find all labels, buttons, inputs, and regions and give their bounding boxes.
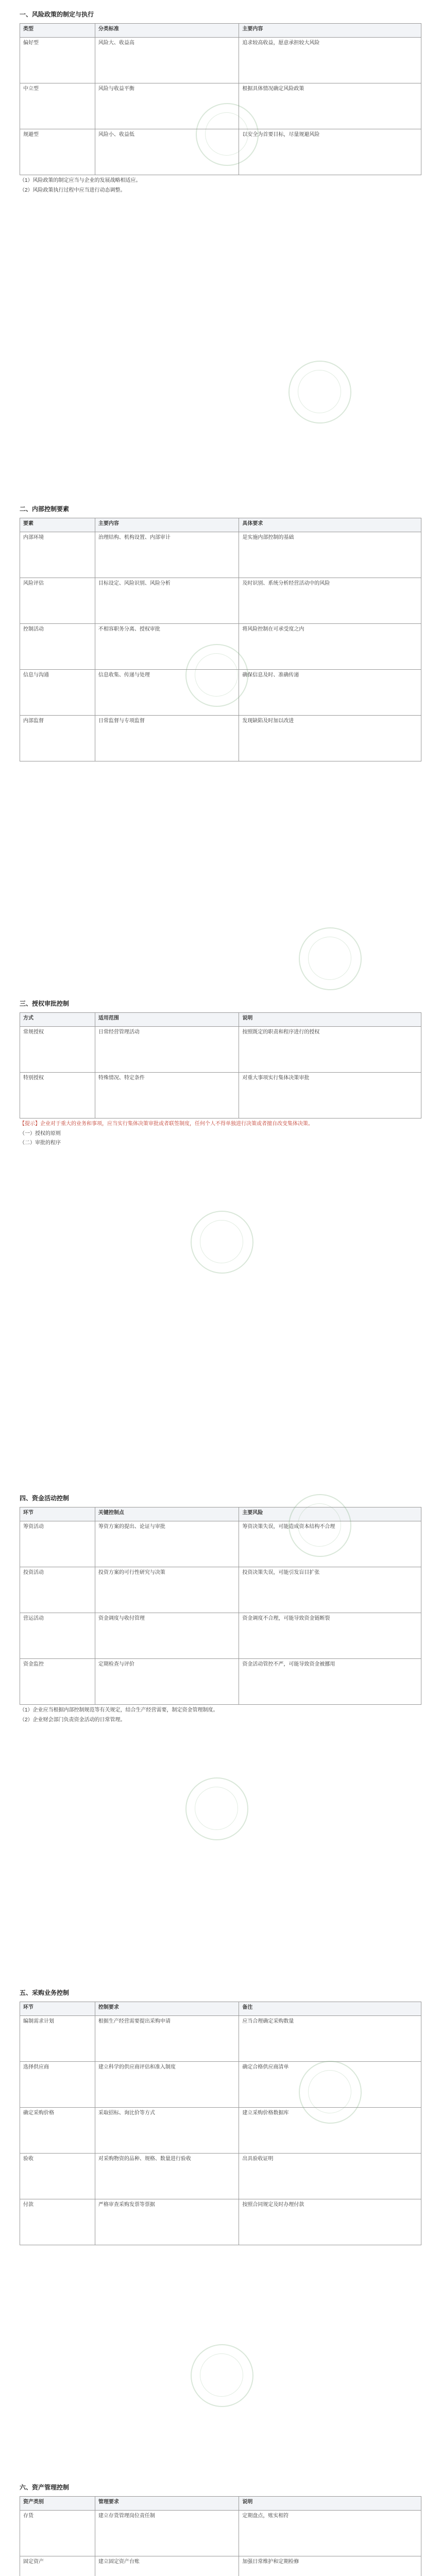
table-header-row: [20, 24, 421, 38]
watermark-seal: [185, 644, 248, 707]
section: [20, 505, 421, 761]
watermark-seal: [196, 103, 259, 166]
note-paragraph: （1）企业应当根据内部控制规范等有关规定，结合生产经营需要，制定资金管理制度。: [20, 1707, 218, 1714]
table-cell: 治理结构、机构设置、内部审计: [95, 532, 239, 578]
table-cell: 常规授权: [20, 1027, 95, 1073]
table-row: [20, 1521, 421, 1567]
table-header-row: [20, 2497, 421, 2511]
section-title: 二、内部控制要素: [20, 505, 70, 513]
table-cell: 筹资活动: [20, 1521, 95, 1567]
table-header-cell: 说明: [239, 2497, 421, 2511]
table-cell: 定期检查与评价: [95, 1659, 239, 1705]
content-table: [20, 1012, 421, 1118]
table-cell: 资金监控: [20, 1659, 95, 1705]
table-cell: 追求较高收益，愿意承担较大风险: [239, 38, 421, 83]
table-cell: 编制需求计划: [20, 2016, 95, 2062]
note-paragraph: （1）风险政策的制定应当与企业的发展战略相适应。: [20, 178, 141, 184]
table-cell: 控制活动: [20, 624, 95, 670]
table-cell: 根据具体情况确定风险政策: [239, 83, 421, 129]
table-cell: 营运活动: [20, 1613, 95, 1659]
table-cell: 信息与沟通: [20, 670, 95, 716]
note-paragraph: 【提示】企业对于重大的业务和事项，应当实行集体决策审批或者联签制度，任何个人不得单独进行决策或者擅自改变集体决策。: [20, 1121, 313, 1127]
table-cell: 根据生产经营需要提出采购申请: [95, 2016, 239, 2062]
watermark-seal-inner: [200, 2353, 243, 2397]
table-cell: 中立型: [20, 83, 95, 129]
table-cell: 筹资方案的提出、论证与审批: [95, 1521, 239, 1567]
table-cell: 将风险控制在可承受度之内: [239, 624, 421, 670]
watermark-seal-inner: [205, 112, 248, 156]
watermark-seal: [191, 1211, 253, 1274]
table-cell: 严格审查采购发票等票据: [95, 2199, 239, 2245]
watermark-seal: [191, 2344, 253, 2407]
table-row: [20, 1073, 421, 1118]
table-header-cell: 主要风险: [239, 1507, 421, 1521]
watermark-seal: [289, 1494, 351, 1557]
table-row: [20, 2154, 421, 2199]
table-cell: 风险小、收益低: [95, 129, 239, 175]
watermark-seal-inner: [195, 1787, 238, 1830]
table-cell: 资金调度不合理，可能导致资金链断裂: [239, 1613, 421, 1659]
table-row: [20, 1567, 421, 1613]
table-header-cell: 管理要求: [95, 2497, 239, 2511]
section-title: 三、授权审批控制: [20, 1000, 70, 1007]
table-cell: 目标设定、风险识别、风险分析: [95, 578, 239, 624]
table-cell: 加强日常维护和定期检修: [239, 2556, 421, 2576]
section: [20, 1494, 421, 1726]
watermark-seal-inner: [200, 1220, 243, 1263]
content-table: [20, 2002, 421, 2245]
table-cell: 付款: [20, 2199, 95, 2245]
table-cell: 不相容职务分离、授权审批: [95, 624, 239, 670]
table-cell: 内部监督: [20, 716, 95, 761]
watermark-seal-inner: [298, 370, 341, 413]
watermark-seal: [299, 2061, 362, 2124]
table-cell: 建立采购价格数据库: [239, 2108, 421, 2154]
section-title: 六、资产管理控制: [20, 2484, 70, 2491]
table-cell: 固定资产: [20, 2556, 95, 2576]
table-cell: 应当合理确定采购数量: [239, 2016, 421, 2062]
table-cell: 按照合同规定及时办理付款: [239, 2199, 421, 2245]
section-title: 四、资金活动控制: [20, 1495, 70, 1502]
table-header-cell: 要素: [20, 518, 95, 532]
table-header-cell: 备注: [239, 2002, 421, 2016]
table-row: [20, 1027, 421, 1073]
table-row: [20, 532, 421, 578]
note-paragraph: （一）授权的原则: [20, 1130, 61, 1137]
watermark-seal-inner: [308, 2070, 351, 2113]
table-cell: 采取招标、询比价等方式: [95, 2108, 239, 2154]
table-row: [20, 578, 421, 624]
watermark-seal-inner: [298, 1503, 341, 1547]
content-table: [20, 2496, 421, 2576]
table-cell: 偏好型: [20, 38, 95, 83]
table-cell: 发现缺陷及时加以改进: [239, 716, 421, 761]
table-cell: 资金调度与收付管理: [95, 1613, 239, 1659]
table-cell: 规避型: [20, 129, 95, 175]
watermark-seal: [185, 1777, 248, 1840]
table-cell: 筹资决策失误，可能造成资本结构不合理: [239, 1521, 421, 1567]
table-row: [20, 2199, 421, 2245]
table-cell: 日常经营管理活动: [95, 1027, 239, 1073]
table-cell: 存货: [20, 2511, 95, 2556]
table-cell: 建立固定资产台账: [95, 2556, 239, 2576]
table-cell: 风险与收益平衡: [95, 83, 239, 129]
table-cell: 信息收集、传递与处理: [95, 670, 239, 716]
table-header-cell: 具体要求: [239, 518, 421, 532]
table-cell: 确定采购价格: [20, 2108, 95, 2154]
table-header-cell: 类型: [20, 24, 95, 38]
table-cell: 出具验收证明: [239, 2154, 421, 2199]
watermark-seal-inner: [195, 653, 238, 697]
note-paragraph: （2）风险政策执行过程中应当进行动态调整。: [20, 187, 126, 193]
table-row: [20, 2016, 421, 2062]
table-cell: 风险大、收益高: [95, 38, 239, 83]
table-cell: 建立存货管理岗位责任制: [95, 2511, 239, 2556]
table-header-row: [20, 518, 421, 532]
table-row: [20, 1659, 421, 1705]
table-cell: 特殊情况、特定条件: [95, 1073, 239, 1118]
table-cell: 验收: [20, 2154, 95, 2199]
table-cell: 建立科学的供应商评估和准入制度: [95, 2062, 239, 2108]
table-row: [20, 2511, 421, 2556]
table-header-cell: 主要内容: [239, 24, 421, 38]
section: [20, 999, 421, 1149]
table-cell: 资金活动管控不严，可能导致资金被挪用: [239, 1659, 421, 1705]
table-header-cell: 控制要求: [95, 2002, 239, 2016]
table-cell: 投资活动: [20, 1567, 95, 1613]
content-table: [20, 518, 421, 761]
watermark-seal: [299, 927, 362, 990]
table-cell: 投资决策失误，可能引发盲目扩张: [239, 1567, 421, 1613]
table-header-cell: 分类标准: [95, 24, 239, 38]
table-cell: 对重大事项实行集体决策审批: [239, 1073, 421, 1118]
table-row: [20, 2062, 421, 2108]
watermark-seal-inner: [308, 937, 351, 980]
table-header-row: [20, 2002, 421, 2016]
table-cell: 及时识别、系统分析经营活动中的风险: [239, 578, 421, 624]
table-header-cell: 方式: [20, 1013, 95, 1027]
table-cell: 以安全为首要目标，尽量规避风险: [239, 129, 421, 175]
section-title: 一、风险政策的制定与执行: [20, 11, 94, 18]
note-paragraph: （2）企业财会部门负责资金活动的日常管理。: [20, 1717, 126, 1723]
table-cell: 确保信息及时、准确传递: [239, 670, 421, 716]
table-cell: 选择供应商: [20, 2062, 95, 2108]
table-header-cell: 适用范围: [95, 1013, 239, 1027]
table-header-row: [20, 1013, 421, 1027]
content-table: [20, 1507, 421, 1705]
table-header-row: [20, 1507, 421, 1521]
table-row: [20, 716, 421, 761]
table-cell: 定期盘点，账实相符: [239, 2511, 421, 2556]
table-cell: 特别授权: [20, 1073, 95, 1118]
section: [20, 2483, 421, 2576]
table-cell: 内部环境: [20, 532, 95, 578]
table-header-cell: 资产类别: [20, 2497, 95, 2511]
table-header-cell: 环节: [20, 1507, 95, 1521]
section: [20, 1989, 421, 2245]
table-header-cell: 主要内容: [95, 518, 239, 532]
table-row: [20, 2556, 421, 2576]
table-cell: 是实施内部控制的基础: [239, 532, 421, 578]
table-cell: 对采购物资的品种、规格、数量进行验收: [95, 2154, 239, 2199]
table-header-cell: 关键控制点: [95, 1507, 239, 1521]
section-title: 五、采购业务控制: [20, 1989, 70, 1996]
table-cell: 日常监督与专项监督: [95, 716, 239, 761]
table-cell: 确定合格供应商清单: [239, 2062, 421, 2108]
table-row: [20, 2108, 421, 2154]
table-header-cell: 说明: [239, 1013, 421, 1027]
table-cell: 风险评估: [20, 578, 95, 624]
table-cell: 按照既定的职责和程序进行的授权: [239, 1027, 421, 1073]
table-row: [20, 1613, 421, 1659]
table-cell: 投资方案的可行性研究与决策: [95, 1567, 239, 1613]
table-row: [20, 38, 421, 83]
table-header-cell: 环节: [20, 2002, 95, 2016]
watermark-seal: [289, 361, 351, 423]
note-paragraph: （二）审批的程序: [20, 1140, 61, 1146]
